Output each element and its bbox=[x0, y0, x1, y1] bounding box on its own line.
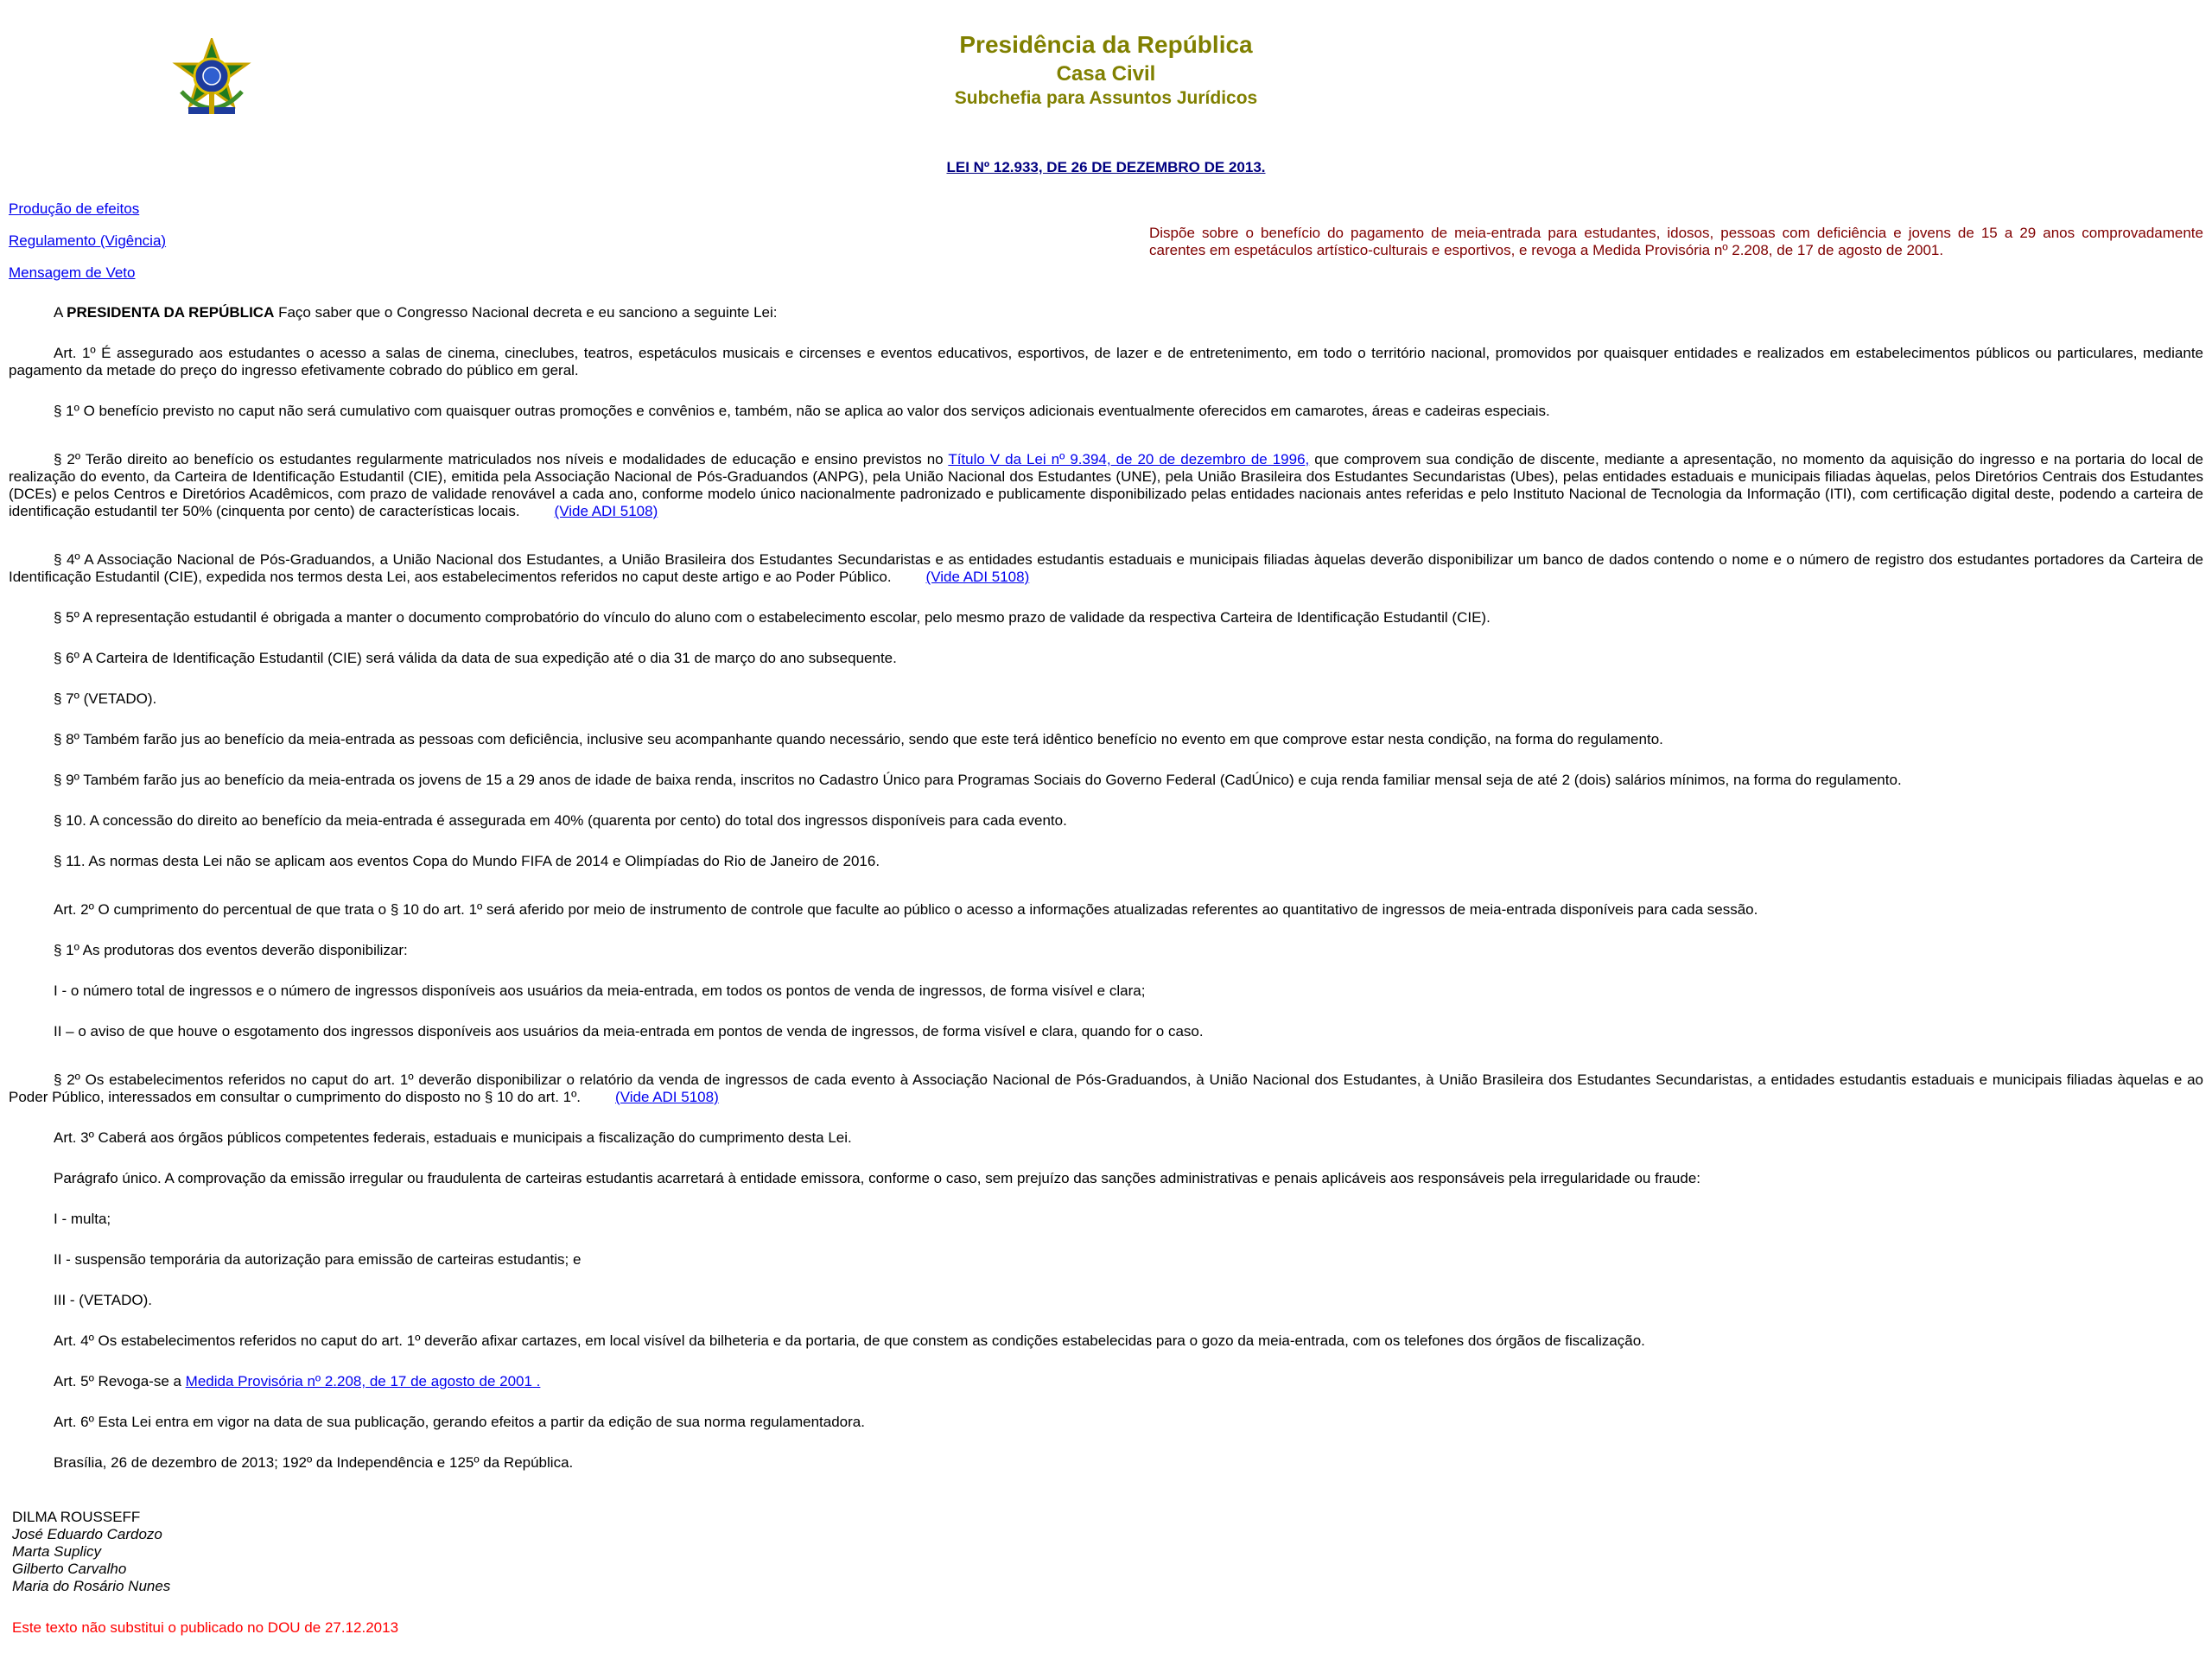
signature-minister: Gilberto Carvalho bbox=[12, 1561, 127, 1577]
signature-president: DILMA ROUSSEFF bbox=[12, 1509, 141, 1525]
signature-minister: Marta Suplicy bbox=[12, 1543, 101, 1560]
article-1: Art. 1º É assegurado aos estudantes o acesso a salas de cinema, cineclubes, teatros, espetáculos musicais e circenses e eventos educativos, esportivos, de lazer e de entretenimento, em todo o território nacional, promovidos por quaisquer entidades e realizados em estabelecimentos públicos ou particulares, mediante pagamento da metade do preço do ingresso efetivamente cobrado do público em geral. bbox=[9, 345, 2203, 378]
article-1-paragraph-5: § 5º A representação estudantil é obrigada a manter o documento comprobatório do vínculo do aluno com o estabelecimento escolar, pelo mesmo prazo de validade da respectiva Carteira de Identificação Estudantil (CIE). bbox=[54, 609, 1491, 626]
article-1-paragraph-10: § 10. A concessão do direito ao benefício da meia-entrada é assegurada em 40% (quarenta por cento) do total dos ingressos disponíveis para cada evento. bbox=[54, 812, 1067, 829]
header-casa-civil: Casa Civil bbox=[1056, 62, 1156, 86]
article-1-paragraph-8: § 8º Também farão jus ao benefício da meia-entrada as pessoas com deficiência, inclusive seu acompanhante quando necessário, sendo que este terá idêntico benefício no evento em que comprove estar nesta condição, na forma do regulamento. bbox=[54, 731, 1663, 747]
link-titulo-v-lei-9394[interactable]: Título V da Lei nº 9.394, de 20 de dezembro de 1996, bbox=[948, 451, 1310, 467]
disclaimer: Este texto não substitui o publicado no DOU de 27.12.2013 bbox=[12, 1619, 399, 1636]
signature-minister: Maria do Rosário Nunes bbox=[12, 1578, 171, 1594]
paragraph-4-text: § 4º A Associação Nacional de Pós-Graduandos, a União Nacional dos Estudantes, a União Brasileira dos Estudantes Secundaristas e as entidades estudantis estaduais e municipais filiadas àquelas deverão disponibilizar um banco de dados contendo o nome e o número de registro dos estudantes portadores da Carteira de Identificação Estudantil (CIE), expedida nos termos desta Lei, aos estabelecimentos referidos no caput deste artigo e ao Poder Público. bbox=[9, 551, 2203, 585]
link-vide-adi-5108[interactable]: (Vide ADI 5108) bbox=[554, 503, 658, 519]
article-4: Art. 4º Os estabelecimentos referidos no caput do art. 1º deverão afixar cartazes, em local visível da bilheteria e da portaria, de que constem as condições estabelecidas para o gozo da meia-entrada, com os telefones dos órgãos de fiscalização. bbox=[54, 1332, 1645, 1349]
article-1-paragraph-11: § 11. As normas desta Lei não se aplicam aos eventos Copa do Mundo FIFA de 2014 e Olimpíadas do Rio de Janeiro de 2016. bbox=[54, 853, 880, 869]
article-6: Art. 6º Esta Lei entra em vigor na data de sua publicação, gerando efeitos a partir da edição de sua norma regulamentadora. bbox=[54, 1414, 865, 1430]
preamble-prefix: A bbox=[54, 304, 67, 321]
date-line: Brasília, 26 de dezembro de 2013; 192º da Independência e 125º da República. bbox=[54, 1454, 574, 1471]
article-5-text: Art. 5º Revoga-se a bbox=[54, 1373, 186, 1389]
side-links bbox=[9, 200, 166, 296]
article-5 bbox=[9, 1373, 2203, 1390]
article-3-sole-paragraph: Parágrafo único. A comprovação da emissão irregular ou fraudulenta de carteiras estudantis acarretará à entidade emissora, conforme o caso, sem prejuízo das sanções administrativas e penais aplicáveis aos responsáveis pela irregularidade ou fraude: bbox=[54, 1170, 1701, 1186]
page-header bbox=[0, 0, 2212, 130]
article-2-item-1: I - o número total de ingressos e o número de ingressos disponíveis aos usuários da meia-entrada, em todos os pontos de venda de ingressos, de forma visível e clara; bbox=[54, 982, 1146, 999]
ementa: Dispõe sobre o benefício do pagamento de meia-entrada para estudantes, idosos, pessoas com deficiência e jovens de 15 a 29 anos comprovadamente carentes em espetáculos artístico-culturais e esportivos, e revoga a Medida Provisória nº 2.208, de 17 de agosto de 2001. bbox=[1149, 225, 2203, 258]
article-1-paragraph-7: § 7º (VETADO). bbox=[54, 690, 157, 707]
header-presidencia: Presidência da República bbox=[959, 31, 1253, 58]
article-1-paragraph-6: § 6º A Carteira de Identificação Estudantil (CIE) será válida da data de sua expedição até o dia 31 de março do ano subsequente. bbox=[54, 650, 897, 666]
link-vide-adi-5108[interactable]: (Vide ADI 5108) bbox=[615, 1089, 719, 1105]
article-3-item-1: I - multa; bbox=[54, 1211, 111, 1227]
link-mensagem-veto[interactable]: Mensagem de Veto bbox=[9, 264, 136, 281]
link-vide-adi-5108[interactable]: (Vide ADI 5108) bbox=[925, 569, 1030, 585]
article-3-item-3: III - (VETADO). bbox=[54, 1292, 152, 1308]
article-1-paragraph-4 bbox=[9, 551, 2203, 586]
article-2-paragraph-2-text: § 2º Os estabelecimentos referidos no caput do art. 1º deverão disponibilizar o relatório da venda de ingressos de cada evento à Associação Nacional de Pós-Graduandos, à União Nacional dos Estudantes, à União Brasileira dos Estudantes Secundaristas, a entidades estudantis estaduais e municipais filiadas àquelas e ao Poder Público, interessados em consultar o cumprimento do disposto no § 10 do art. 1º. bbox=[9, 1071, 2203, 1105]
article-2-item-2: II – o aviso de que houve o esgotamento dos ingressos disponíveis aos usuários da meia-entrada em pontos de venda de ingressos, de forma visível e clara, quando for o caso. bbox=[54, 1023, 1204, 1040]
law-title-link[interactable]: LEI Nº 12.933, DE 26 DE DEZEMBRO DE 2013. bbox=[946, 159, 1266, 175]
article-2-paragraph-2 bbox=[9, 1071, 2203, 1106]
preamble-text: Faço saber que o Congresso Nacional decreta e eu sanciono a seguinte Lei: bbox=[274, 304, 778, 321]
law-body bbox=[9, 304, 2203, 1495]
preamble-bold: PRESIDENTA DA REPÚBLICA bbox=[67, 304, 275, 321]
paragraph-2-text-after: que comprovem sua condição de discente, mediante a apresentação, no momento da aquisição do ingresso e na portaria do local de realização do evento, da Carteira de Identificação Estudantil (CIE), emitida pela Associação Nacional de Pós-Graduandos (ANPG), pela União Nacional dos Estudantes (UNE), pela União Brasileira dos Estudantes Secundaristas (Ubes), pelas entidades estaduais e municipais filiadas àquelas, pelos Diretórios Centrais dos Estudantes (DCEs) e pelos Centros e Diretórios Acadêmicos, com prazo de validade renovável a cada ano, conforme modelo único nacionalmente padronizado e publicamente disponibilizado pelas entidades nacionais antes referidas e pelo Instituto Nacional de Tecnologia da Informação (ITI), com certificação digital deste, podendo a carteira de identificação estudantil ter 50% (cinquenta por cento) de características locais. bbox=[9, 451, 2204, 519]
article-2-paragraph-1: § 1º As produtoras dos eventos deverão disponibilizar: bbox=[54, 942, 408, 958]
preamble bbox=[9, 304, 2203, 321]
paragraph-2-text-before: § 2º Terão direito ao benefício os estudantes regularmente matriculados nos níveis e modalidades de educação e ensino previstos no bbox=[54, 451, 949, 467]
article-1-paragraph-2 bbox=[9, 451, 2203, 520]
coat-of-arms-icon bbox=[171, 38, 252, 121]
signatures bbox=[12, 1509, 170, 1595]
signature-minister: José Eduardo Cardozo bbox=[12, 1526, 162, 1542]
article-3-item-2: II - suspensão temporária da autorização para emissão de carteiras estudantis; e bbox=[54, 1251, 582, 1268]
article-3: Art. 3º Caberá aos órgãos públicos competentes federais, estaduais e municipais a fiscalização do cumprimento desta Lei. bbox=[54, 1129, 852, 1146]
article-1-paragraph-9: § 9º Também farão jus ao benefício da meia-entrada os jovens de 15 a 29 anos de idade de baixa renda, inscritos no Cadastro Único para Programas Sociais do Governo Federal (CadÚnico) e cuja renda familiar mensal seja de até 2 (dois) salários mínimos, na forma do regulamento. bbox=[54, 772, 1902, 788]
link-regulamento[interactable]: Regulamento (Vigência) bbox=[9, 232, 167, 249]
law-title bbox=[0, 159, 2212, 176]
link-medida-provisoria-2208[interactable]: Medida Provisória nº 2.208, de 17 de agosto de 2001 . bbox=[185, 1373, 541, 1389]
article-2: Art. 2º O cumprimento do percentual de que trata o § 10 do art. 1º será aferido por meio de instrumento de controle que faculte ao público o acesso a informações atualizadas referentes ao quantitativo de ingressos de meia-entrada disponíveis para cada sessão. bbox=[54, 901, 1758, 918]
header-subchefia: Subchefia para Assuntos Jurídicos bbox=[954, 88, 1258, 108]
article-1-paragraph-1: § 1º O benefício previsto no caput não será cumulativo com quaisquer outras promoções e convênios e, também, não se aplica ao valor dos serviços adicionais eventualmente oferecidos em camarotes, áreas e cadeiras especiais. bbox=[54, 403, 1550, 419]
link-producao-efeitos[interactable]: Produção de efeitos bbox=[9, 200, 140, 217]
